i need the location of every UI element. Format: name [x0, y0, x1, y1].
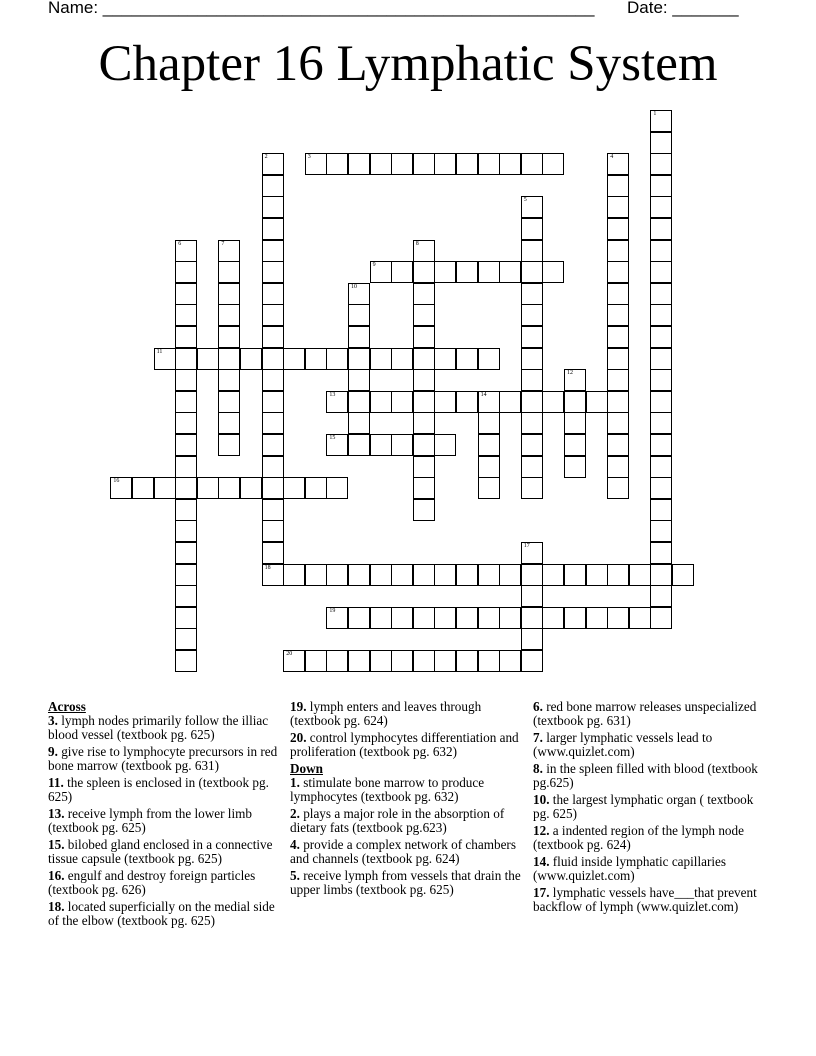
grid-cell[interactable]	[175, 499, 197, 521]
grid-cell[interactable]	[499, 607, 521, 629]
clue-number-label: 20	[286, 651, 293, 657]
grid-cell[interactable]	[175, 304, 197, 326]
grid-cell[interactable]	[478, 391, 500, 413]
grid-cell[interactable]	[521, 240, 543, 262]
clue-number-label: 13	[329, 391, 336, 398]
grid-cell[interactable]	[607, 412, 629, 434]
grid-cell[interactable]	[456, 348, 478, 370]
grid-cell[interactable]	[499, 391, 521, 413]
grid-cell[interactable]	[305, 477, 327, 499]
grid-cell[interactable]	[521, 304, 543, 326]
grid-cell[interactable]	[521, 153, 543, 175]
grid-cell[interactable]	[391, 261, 413, 283]
grid-cell[interactable]	[413, 456, 435, 478]
grid-cell[interactable]	[607, 391, 629, 413]
grid-cell[interactable]	[564, 607, 586, 629]
grid-cell[interactable]	[607, 348, 629, 370]
grid-cell[interactable]	[521, 607, 543, 629]
grid-cell[interactable]	[542, 391, 564, 413]
page-title: Chapter 16 Lymphatic System	[98, 36, 718, 92]
grid-cell[interactable]	[478, 564, 500, 586]
grid-cell[interactable]	[607, 369, 629, 391]
grid-cell[interactable]	[262, 196, 284, 218]
grid-cell[interactable]	[370, 564, 392, 586]
clue-down-12: 12. a indented region of the lymph node (textbook pg. 624)	[533, 823, 744, 852]
grid-cell[interactable]	[305, 348, 327, 370]
grid-cell[interactable]	[434, 261, 456, 283]
clue-across-15: 15. bilobed gland enclosed in a connective tissue capsule (textbook pg. 625)	[48, 837, 273, 866]
grid-cell[interactable]	[262, 348, 284, 370]
grid-cell[interactable]	[262, 456, 284, 478]
grid-cell[interactable]	[607, 153, 629, 175]
grid-cell[interactable]	[607, 607, 629, 629]
clue-number-label: 10	[351, 283, 357, 290]
grid-cell[interactable]	[413, 477, 435, 499]
grid-cell[interactable]	[391, 434, 413, 456]
grid-cell[interactable]	[650, 261, 672, 283]
grid-cell[interactable]	[262, 542, 284, 564]
grid-cell[interactable]	[478, 412, 500, 434]
grid-cell[interactable]	[326, 564, 348, 586]
grid-cell[interactable]	[262, 564, 284, 586]
grid-cell[interactable]	[413, 564, 435, 586]
grid-cell[interactable]	[348, 153, 370, 175]
clue-down-10: 10. the largest lymphatic organ ( textbook pg. 625)	[533, 792, 754, 821]
grid-cell[interactable]	[586, 564, 608, 586]
grid-cell[interactable]	[456, 391, 478, 413]
grid-cell[interactable]	[607, 283, 629, 305]
grid-cell[interactable]	[521, 477, 543, 499]
grid-cell[interactable]	[413, 326, 435, 348]
grid-cell[interactable]	[175, 564, 197, 586]
grid-cell[interactable]	[650, 304, 672, 326]
grid-cell[interactable]	[456, 650, 478, 672]
grid-cell[interactable]	[391, 650, 413, 672]
grid-cell[interactable]	[564, 412, 586, 434]
grid-cell[interactable]	[521, 348, 543, 370]
grid-cell[interactable]	[499, 650, 521, 672]
grid-cell[interactable]	[391, 391, 413, 413]
clue-down-1: 1. stimulate bone marrow to produce lymphocytes (textbook pg. 632)	[290, 775, 485, 804]
grid-cell[interactable]	[542, 261, 564, 283]
clue-across-19: 19. lymph enters and leaves through (textbook pg. 624)	[290, 699, 482, 728]
grid-cell[interactable]	[629, 564, 651, 586]
grid-cell[interactable]	[348, 412, 370, 434]
grid-cell[interactable]	[348, 304, 370, 326]
grid-cell[interactable]	[218, 412, 240, 434]
clue-number-label: 7	[221, 240, 225, 247]
clue-across-16: 16. engulf and destroy foreign particles (textbook pg. 626)	[48, 868, 256, 897]
grid-cell[interactable]	[413, 283, 435, 305]
grid-cell[interactable]	[650, 240, 672, 262]
grid-cell[interactable]	[650, 564, 672, 586]
grid-cell[interactable]	[521, 218, 543, 240]
grid-cell[interactable]	[305, 153, 327, 175]
grid-cell[interactable]	[521, 369, 543, 391]
grid-cell[interactable]	[650, 477, 672, 499]
grid-cell[interactable]	[650, 585, 672, 607]
grid-cell[interactable]	[650, 499, 672, 521]
grid-cell[interactable]	[262, 153, 284, 175]
grid-cell[interactable]	[326, 391, 348, 413]
clue-number-label: 18	[264, 564, 271, 571]
grid-cell[interactable]	[607, 477, 629, 499]
grid-cell[interactable]	[456, 607, 478, 629]
clue-across-18: 18. located superficially on the medial side of the elbow (textbook pg. 625)	[48, 899, 275, 928]
clue-number-label: 12	[567, 370, 573, 377]
grid-cell[interactable]	[348, 348, 370, 370]
grid-cell[interactable]	[413, 607, 435, 629]
clue-number-label: 14	[480, 391, 487, 398]
grid-cell[interactable]	[434, 434, 456, 456]
grid-cell[interactable]	[326, 348, 348, 370]
grid-cell[interactable]	[478, 607, 500, 629]
grid-cell[interactable]	[175, 650, 197, 672]
grid-cell[interactable]	[521, 434, 543, 456]
grid-cell[interactable]	[370, 650, 392, 672]
grid-cell[interactable]	[650, 326, 672, 348]
grid-cell[interactable]	[456, 261, 478, 283]
clue-down-8: 8. in the spleen filled with blood (textbook pg.625)	[533, 761, 758, 790]
grid-cell[interactable]	[262, 261, 284, 283]
grid-cell[interactable]	[607, 175, 629, 197]
grid-cell[interactable]	[434, 564, 456, 586]
grid-cell[interactable]	[370, 261, 392, 283]
grid-cell[interactable]	[326, 607, 348, 629]
clue-number-label: 9	[372, 262, 376, 269]
clue-down-6: 6. red bone marrow releases unspecialized (textbook pg. 631)	[533, 699, 757, 728]
grid-cell[interactable]	[218, 477, 240, 499]
grid-cell[interactable]	[564, 456, 586, 478]
grid-cell[interactable]	[650, 153, 672, 175]
grid-cell[interactable]	[326, 153, 348, 175]
grid-cell[interactable]	[413, 261, 435, 283]
grid-cell[interactable]	[607, 218, 629, 240]
grid-cell[interactable]	[132, 477, 154, 499]
grid-cell[interactable]	[262, 175, 284, 197]
grid-cell[interactable]	[413, 391, 435, 413]
grid-cell[interactable]	[262, 326, 284, 348]
grid-cell[interactable]	[197, 348, 219, 370]
clue-down-7: 7. larger lymphatic vessels lead to (www.quizlet.com)	[533, 730, 713, 759]
grid-cell[interactable]	[348, 434, 370, 456]
clue-number-label: 19	[329, 607, 336, 614]
grid-cell[interactable]	[478, 477, 500, 499]
clue-number-label: 16	[113, 478, 120, 485]
grid-cell[interactable]	[650, 218, 672, 240]
grid-cell[interactable]	[650, 412, 672, 434]
grid-cell[interactable]	[629, 607, 651, 629]
grid-cell[interactable]	[348, 369, 370, 391]
grid-cell[interactable]	[154, 477, 176, 499]
grid-cell[interactable]	[564, 391, 586, 413]
grid-cell[interactable]	[326, 477, 348, 499]
grid-cell[interactable]	[478, 434, 500, 456]
grid-cell[interactable]	[413, 348, 435, 370]
grid-cell[interactable]	[348, 283, 370, 305]
grid-cell[interactable]	[262, 283, 284, 305]
grid-cell[interactable]	[434, 153, 456, 175]
grid-cell[interactable]	[650, 348, 672, 370]
grid-cell[interactable]	[650, 132, 672, 154]
grid-cell[interactable]	[650, 110, 672, 132]
grid-cell[interactable]	[175, 542, 197, 564]
grid-cell[interactable]	[262, 434, 284, 456]
grid-cell[interactable]	[521, 585, 543, 607]
grid-cell[interactable]	[262, 240, 284, 262]
clue-across-13: 13. receive lymph from the lower limb (textbook pg. 625)	[48, 806, 252, 835]
clue-across-11: 11. the spleen is enclosed in (textbook pg. 625)	[48, 775, 269, 804]
clue-number-label: 1	[653, 111, 657, 117]
grid-cell[interactable]	[521, 261, 543, 283]
grid-cell[interactable]	[413, 650, 435, 672]
grid-cell[interactable]	[391, 564, 413, 586]
grid-cell[interactable]	[478, 650, 500, 672]
grid-cell[interactable]	[434, 348, 456, 370]
grid-cell[interactable]	[413, 434, 435, 456]
clue-across-9: 9. give rise to lymphocyte precursors in red bone marrow (textbook pg. 631)	[48, 744, 278, 773]
grid-cell[interactable]	[218, 240, 240, 262]
grid-cell[interactable]	[607, 240, 629, 262]
clue-column-2	[290, 700, 526, 900]
grid-cell[interactable]	[175, 585, 197, 607]
grid-cell[interactable]	[521, 326, 543, 348]
grid-cell[interactable]	[218, 326, 240, 348]
grid-cell[interactable]	[650, 456, 672, 478]
grid-cell[interactable]	[326, 434, 348, 456]
grid-cell[interactable]	[218, 434, 240, 456]
grid-cell[interactable]	[672, 564, 694, 586]
clue-number-label: 5	[523, 197, 527, 204]
grid-cell[interactable]	[478, 261, 500, 283]
grid-cell[interactable]	[240, 477, 262, 499]
clue-down-14: 14. fluid inside lymphatic capillaries (www.quizlet.com)	[533, 854, 727, 883]
grid-cell[interactable]	[348, 326, 370, 348]
grid-cell[interactable]	[434, 607, 456, 629]
grid-cell[interactable]	[175, 348, 197, 370]
grid-cell[interactable]	[370, 348, 392, 370]
grid-cell[interactable]	[521, 542, 543, 564]
grid-cell[interactable]	[110, 477, 132, 499]
grid-cell[interactable]	[521, 412, 543, 434]
grid-cell[interactable]	[564, 369, 586, 391]
grid-cell[interactable]	[240, 348, 262, 370]
grid-cell[interactable]	[542, 564, 564, 586]
grid-cell[interactable]	[499, 564, 521, 586]
grid-cell[interactable]	[607, 196, 629, 218]
grid-cell[interactable]	[175, 412, 197, 434]
grid-cell[interactable]	[283, 564, 305, 586]
grid-cell[interactable]	[283, 348, 305, 370]
grid-cell[interactable]	[521, 628, 543, 650]
grid-cell[interactable]	[413, 499, 435, 521]
grid-cell[interactable]	[175, 520, 197, 542]
grid-cell[interactable]	[283, 650, 305, 672]
grid-cell[interactable]	[456, 564, 478, 586]
clue-number-label: 6	[178, 240, 182, 247]
grid-cell[interactable]	[262, 304, 284, 326]
grid-cell[interactable]	[175, 261, 197, 283]
grid-cell[interactable]	[391, 153, 413, 175]
clue-column-3	[533, 700, 769, 917]
grid-cell[interactable]	[175, 283, 197, 305]
grid-cell[interactable]	[650, 520, 672, 542]
grid-cell[interactable]	[175, 456, 197, 478]
clue-number-label: 4	[610, 154, 614, 161]
clue-across-20: 20. control lymphocytes differentiation and proliferation (textbook pg. 632)	[290, 730, 519, 759]
grid-cell[interactable]	[391, 607, 413, 629]
grid-cell[interactable]	[542, 153, 564, 175]
grid-cell[interactable]	[175, 326, 197, 348]
grid-cell[interactable]	[175, 369, 197, 391]
clue-number-label: 11	[156, 348, 163, 355]
grid-cell[interactable]	[499, 153, 521, 175]
grid-cell[interactable]	[650, 369, 672, 391]
grid-cell[interactable]	[650, 391, 672, 413]
grid-cell[interactable]	[650, 434, 672, 456]
grid-cell[interactable]	[154, 348, 176, 370]
grid-cell[interactable]	[391, 348, 413, 370]
grid-cell[interactable]	[283, 477, 305, 499]
grid-cell[interactable]	[175, 391, 197, 413]
grid-cell[interactable]	[370, 434, 392, 456]
grid-cell[interactable]	[607, 326, 629, 348]
grid-cell[interactable]	[434, 391, 456, 413]
grid-cell[interactable]	[607, 304, 629, 326]
grid-cell[interactable]	[650, 196, 672, 218]
clue-number-label: 3	[307, 154, 311, 161]
grid-cell[interactable]	[262, 218, 284, 240]
grid-cell[interactable]	[218, 304, 240, 326]
grid-cell[interactable]	[413, 240, 435, 262]
date-field-label: Date: _______	[627, 0, 739, 17]
grid-cell[interactable]	[650, 283, 672, 305]
grid-cell[interactable]	[175, 434, 197, 456]
grid-cell[interactable]	[499, 261, 521, 283]
clue-down-4: 4. provide a complex network of chambers and channels (textbook pg. 624)	[290, 837, 516, 866]
grid-cell[interactable]	[607, 434, 629, 456]
grid-cell[interactable]	[564, 564, 586, 586]
grid-cell[interactable]	[650, 542, 672, 564]
grid-cell[interactable]	[434, 650, 456, 672]
grid-cell[interactable]	[586, 391, 608, 413]
grid-cell[interactable]	[218, 348, 240, 370]
clue-down-17: 17. lymphatic vessels have___that prevent backflow of lymph (www.quizlet.com)	[533, 885, 757, 914]
grid-cell[interactable]	[262, 412, 284, 434]
name-field-label: Name: ____________________________________________________	[48, 0, 595, 17]
grid-cell[interactable]	[262, 369, 284, 391]
grid-cell[interactable]	[197, 477, 219, 499]
grid-cell[interactable]	[262, 499, 284, 521]
grid-cell[interactable]	[413, 304, 435, 326]
grid-cell[interactable]	[542, 607, 564, 629]
grid-cell[interactable]	[650, 607, 672, 629]
grid-cell[interactable]	[521, 196, 543, 218]
grid-cell[interactable]	[607, 456, 629, 478]
across-heading: Across	[48, 699, 86, 714]
grid-cell[interactable]	[348, 650, 370, 672]
grid-cell[interactable]	[175, 628, 197, 650]
grid-cell[interactable]	[521, 456, 543, 478]
grid-cell[interactable]	[650, 175, 672, 197]
down-heading: Down	[290, 761, 323, 776]
clue-number-label: 2	[264, 154, 268, 161]
grid-cell[interactable]	[478, 153, 500, 175]
grid-cell[interactable]	[521, 564, 543, 586]
grid-cell[interactable]	[218, 283, 240, 305]
grid-cell[interactable]	[348, 564, 370, 586]
grid-cell[interactable]	[413, 412, 435, 434]
grid-cell[interactable]	[218, 261, 240, 283]
grid-cell[interactable]	[218, 391, 240, 413]
grid-cell[interactable]	[262, 477, 284, 499]
grid-cell[interactable]	[262, 520, 284, 542]
clue-number-label: 8	[415, 240, 419, 247]
grid-cell[interactable]	[564, 434, 586, 456]
grid-cell[interactable]	[478, 456, 500, 478]
grid-cell[interactable]	[348, 391, 370, 413]
grid-cell[interactable]	[305, 650, 327, 672]
grid-cell[interactable]	[175, 240, 197, 262]
grid-cell[interactable]	[262, 391, 284, 413]
grid-cell[interactable]	[305, 564, 327, 586]
grid-cell[interactable]	[370, 391, 392, 413]
grid-cell[interactable]	[607, 564, 629, 586]
grid-cell[interactable]	[326, 650, 348, 672]
clue-down-5: 5. receive lymph from vessels that drain the upper limbs (textbook pg. 625)	[290, 868, 521, 897]
grid-cell[interactable]	[218, 369, 240, 391]
grid-cell[interactable]	[478, 348, 500, 370]
grid-cell[interactable]	[348, 607, 370, 629]
clue-down-2: 2. plays a major role in the absorption of dietary fats (textbook pg.623)	[290, 806, 505, 835]
grid-cell[interactable]	[370, 607, 392, 629]
grid-cell[interactable]	[175, 607, 197, 629]
grid-cell[interactable]	[521, 283, 543, 305]
grid-cell[interactable]	[370, 153, 392, 175]
grid-cell[interactable]	[521, 650, 543, 672]
clue-number-label: 17	[523, 543, 530, 549]
grid-cell[interactable]	[175, 477, 197, 499]
grid-cell[interactable]	[413, 369, 435, 391]
grid-cell[interactable]	[456, 153, 478, 175]
grid-cell[interactable]	[607, 261, 629, 283]
clue-across-3: 3. lymph nodes primarily follow the illiac blood vessel (textbook pg. 625)	[48, 713, 269, 742]
clue-number-label: 15	[329, 435, 336, 441]
grid-cell[interactable]	[413, 153, 435, 175]
clue-column-1	[48, 700, 284, 931]
grid-cell[interactable]	[586, 607, 608, 629]
grid-cell[interactable]	[521, 391, 543, 413]
